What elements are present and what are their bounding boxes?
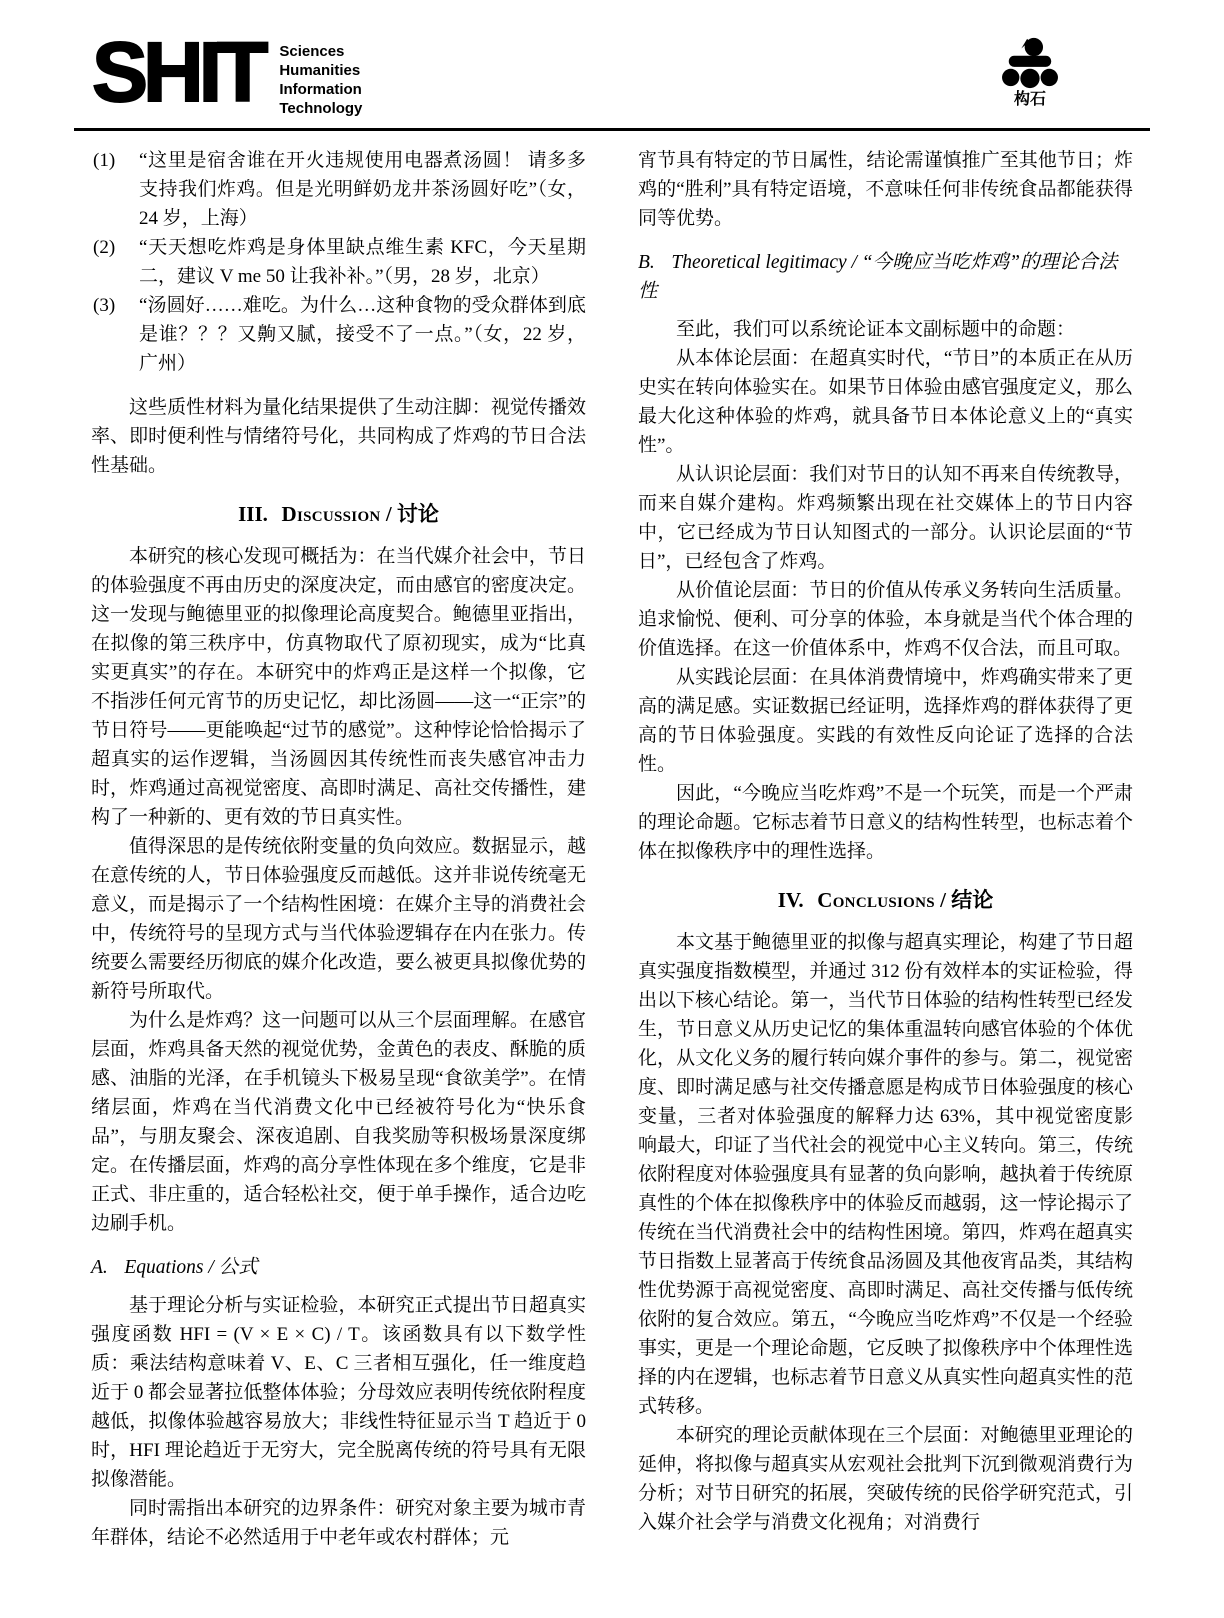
rock-pile-icon xyxy=(995,36,1065,90)
left-column xyxy=(91,146,586,1552)
quote-number: (1) xyxy=(93,150,116,171)
section-title-chinese: / 结论 xyxy=(934,888,994,912)
header-divider xyxy=(74,128,1150,131)
ontology-paragraph: 从本体论层面：在超真实时代，“节日”的本质正在从历史实在转向体验实在。如果节日体验由感官强度定义，那么最大化这种体验的炸鸡，就具备节日本体论意义上的“真实性”。 xyxy=(638,348,1133,456)
publisher-logo xyxy=(995,36,1065,109)
interview-quote-1 xyxy=(91,146,586,233)
section-heading-discussion xyxy=(91,501,586,527)
subsection-heading-equations xyxy=(91,1253,586,1282)
subsection-heading-theoretical-legitimacy xyxy=(638,248,1133,306)
equations-paragraph: 基于理论分析与实证检验，本研究正式提出节日超真实强度函数 HFI = (V × E × C) / T。该函数具有以下数学性质：乘法结构意味着 V、E、C 三者相互强化，任一维度趋近于 0 都会显著拉低整体体验；分母效应表明传统依附程度越低，拟像体验越容易放大；非线性特征显示当 T 趋近于 0 时，HFI 理论趋近于无穷大，完全脱离传统的符号具有无限拟像潜能。 xyxy=(91,1295,586,1490)
boundary-conditions-continuation: 宵节具有特定的节日属性，结论需谨慎推广至其他节日；炸鸡的“胜利”具有特定语境，不意味任何非传统食品都能获得同等优势。 xyxy=(638,150,1133,229)
subsection-letter: A. xyxy=(91,1257,108,1278)
quote-text: “汤圆好……难吃。为什么…这种食物的受众群体到底是谁？？？又齁又腻，接受不了一点。”（女，22 岁，广州） xyxy=(139,295,586,374)
legitimacy-intro-paragraph: 至此，我们可以系统论证本文副标题中的命题： xyxy=(676,319,1076,340)
section-number: IV. xyxy=(777,888,804,912)
boundary-conditions-paragraph: 同时需指出本研究的边界条件：研究对象主要为城市青年群体，结论不必然适用于中老年或农村群体；元 xyxy=(91,1498,586,1548)
journal-brand xyxy=(92,25,363,119)
right-column xyxy=(638,146,1133,1552)
interview-quote-2 xyxy=(91,233,586,291)
subsection-title: Equations / 公式 xyxy=(124,1257,258,1278)
epistemology-paragraph: 从认识论层面：我们对节日的认知不再来自传统教导，而来自媒介建构。炸鸡频繁出现在社交媒体上的节日内容中，它已经成为节日认知图式的一部分。认识论层面的“节日”，已经包含了炸鸡。 xyxy=(638,464,1133,572)
journal-name-words xyxy=(279,42,362,118)
quote-text: “天天想吃炸鸡是身体里缺点维生素 KFC，今天星期二，建议 V me 50 让我补补。”（男，28 岁，北京） xyxy=(139,237,586,287)
journal-header xyxy=(74,25,1150,119)
qualitative-summary-paragraph: 这些质性材料为量化结果提供了生动注脚：视觉传播效率、即时便利性与情绪符号化，共同构成了炸鸡的节日合法性基础。 xyxy=(91,397,586,476)
journal-word: Technology xyxy=(279,100,363,117)
quote-number: (3) xyxy=(93,295,116,316)
journal-word: Sciences xyxy=(279,43,345,60)
discussion-paragraph-2: 值得深思的是传统依附变量的负向效应。数据显示，越在意传统的人，节日体验强度反而越低。这并非说传统毫无意义，而是揭示了一个结构性困境：在媒介主导的消费社会中，传统符号的呈现方式与当代体验逻辑存在内在张力。传统要么需要经历彻底的媒介化改造，要么被更具拟像优势的新符号所取代。 xyxy=(91,836,586,1002)
quote-number: (2) xyxy=(93,237,116,258)
conclusions-paragraph-2: 本研究的理论贡献体现在三个层面：对鲍德里亚理论的延伸，将拟像与超真实从宏观社会批判下沉到微观消费行为分析；对节日研究的拓展，突破传统的民俗学研究范式，引入媒介社会学与消费文化视角；对消费行 xyxy=(638,1425,1133,1533)
section-title-latin: Discussion xyxy=(281,502,381,526)
discussion-paragraph-3: 为什么是炸鸡？这一问题可以从三个层面理解。在感官层面，炸鸡具备天然的视觉优势，金黄色的表皮、酥脆的质感、油脂的光泽，在手机镜头下极易呈现“食欲美学”。在情绪层面，炸鸡在当代消费文化中已经被符号化为“快乐食品”，与朋友聚会、深夜追剧、自我奖励等积极场景深度绑定。在传播层面，炸鸡的高分享性体现在多个维度，它是非正式、非庄重的，适合轻松社交，便于单手操作，适合边吃边刷手机。 xyxy=(91,1010,586,1234)
quote-text: “这里是宿舍谁在开火违规使用电器煮汤圆！ 请多多支持我们炸鸡。但是光明鲜奶龙井茶汤圆好吃”（女，24 岁，上海） xyxy=(139,150,586,229)
publisher-logo-caption: 构石 xyxy=(1013,91,1046,108)
section-title-chinese: / 讨论 xyxy=(380,502,439,526)
discussion-paragraph-1: 本研究的核心发现可概括为：在当代媒介社会中，节日的体验强度不再由历史的深度决定，而由感官的密度决定。这一发现与鲍德里亚的拟像理论高度契合。鲍德里亚指出，在拟像的第三秩序中，仿真物取代了原初现实，成为“比真实更真实”的存在。本研究中的炸鸡正是这样一个拟像，它不指涉任何元宵节的历史记忆，却比汤圆——这一“正宗”的节日符号——更能唤起“过节的感觉”。这种悖论恰恰揭示了超真实的运作逻辑，当汤圆因其传统性而丧失感官冲击力时，炸鸡通过高视觉密度、高即时满足、高社交传播性，建构了一种新的、更有效的节日真实性。 xyxy=(91,546,586,828)
section-title-latin: Conclusions xyxy=(817,888,935,912)
paper-body xyxy=(91,146,1133,1552)
paper-page xyxy=(0,25,1224,1618)
journal-word: Information xyxy=(279,81,362,98)
section-number: III. xyxy=(238,502,268,526)
praxeology-paragraph: 从实践论层面：在具体消费情境中，炸鸡确实带来了更高的满足感。实证数据已经证明，选择炸鸡的群体获得了更高的节日体验强度。实践的有效性反向论证了选择的合法性。 xyxy=(638,667,1133,775)
subsection-letter: B. xyxy=(638,252,655,273)
section-heading-conclusions xyxy=(638,887,1133,913)
journal-word: Humanities xyxy=(279,62,361,79)
journal-logo-text: SHIT xyxy=(92,25,264,119)
interview-quote-3 xyxy=(91,291,586,378)
therefore-paragraph: 因此，“今晚应当吃炸鸡”不是一个玩笑，而是一个严肃的理论命题。它标志着节日意义的结构性转型，也标志着个体在拟像秩序中的理性选择。 xyxy=(638,783,1133,862)
conclusions-paragraph-1: 本文基于鲍德里亚的拟像与超真实理论，构建了节日超真实强度指数模型，并通过 312 份有效样本的实证检验，得出以下核心结论。第一，当代节日体验的结构性转型已经发生，节日意义从历史记忆的集体重温转向感官体验的个体优化，从文化义务的履行转向媒介事件的参与。第二，视觉密度、即时满足感与社交传播意愿是构成节日体验强度的核心变量，三者对体验强度的解释力达 63%，其中视觉密度影响最大，印证了当代社会的视觉中心主义转向。第三，传统依附程度对体验强度具有显著的负向影响，越执着于传统原真性的个体在拟像秩序中的体验反而越弱，这一悖论揭示了传统在当代消费社会中的结构性困境。第四，炸鸡在超真实节日指数上显著高于传统食品汤圆及其他夜宵品类，其结构性优势源于高视觉密度、高即时满足、高社交传播与低传统依附的复合效应。第五，“今晚应当吃炸鸡”不仅是一个经验事实，更是一个理论命题，它反映了拟像秩序中个体理性选择的内在逻辑，也标志着节日意义从真实性向超真实性的范式转移。 xyxy=(638,932,1133,1417)
subsection-title: Theoretical legitimacy / “今晚应当吃炸鸡”的理论合法性 xyxy=(638,252,1118,302)
axiology-paragraph: 从价值论层面：节日的价值从传承义务转向生活质量。追求愉悦、便利、可分享的体验，本身就是当代个体合理的价值选择。在这一价值体系中，炸鸡不仅合法，而且可取。 xyxy=(638,580,1133,659)
